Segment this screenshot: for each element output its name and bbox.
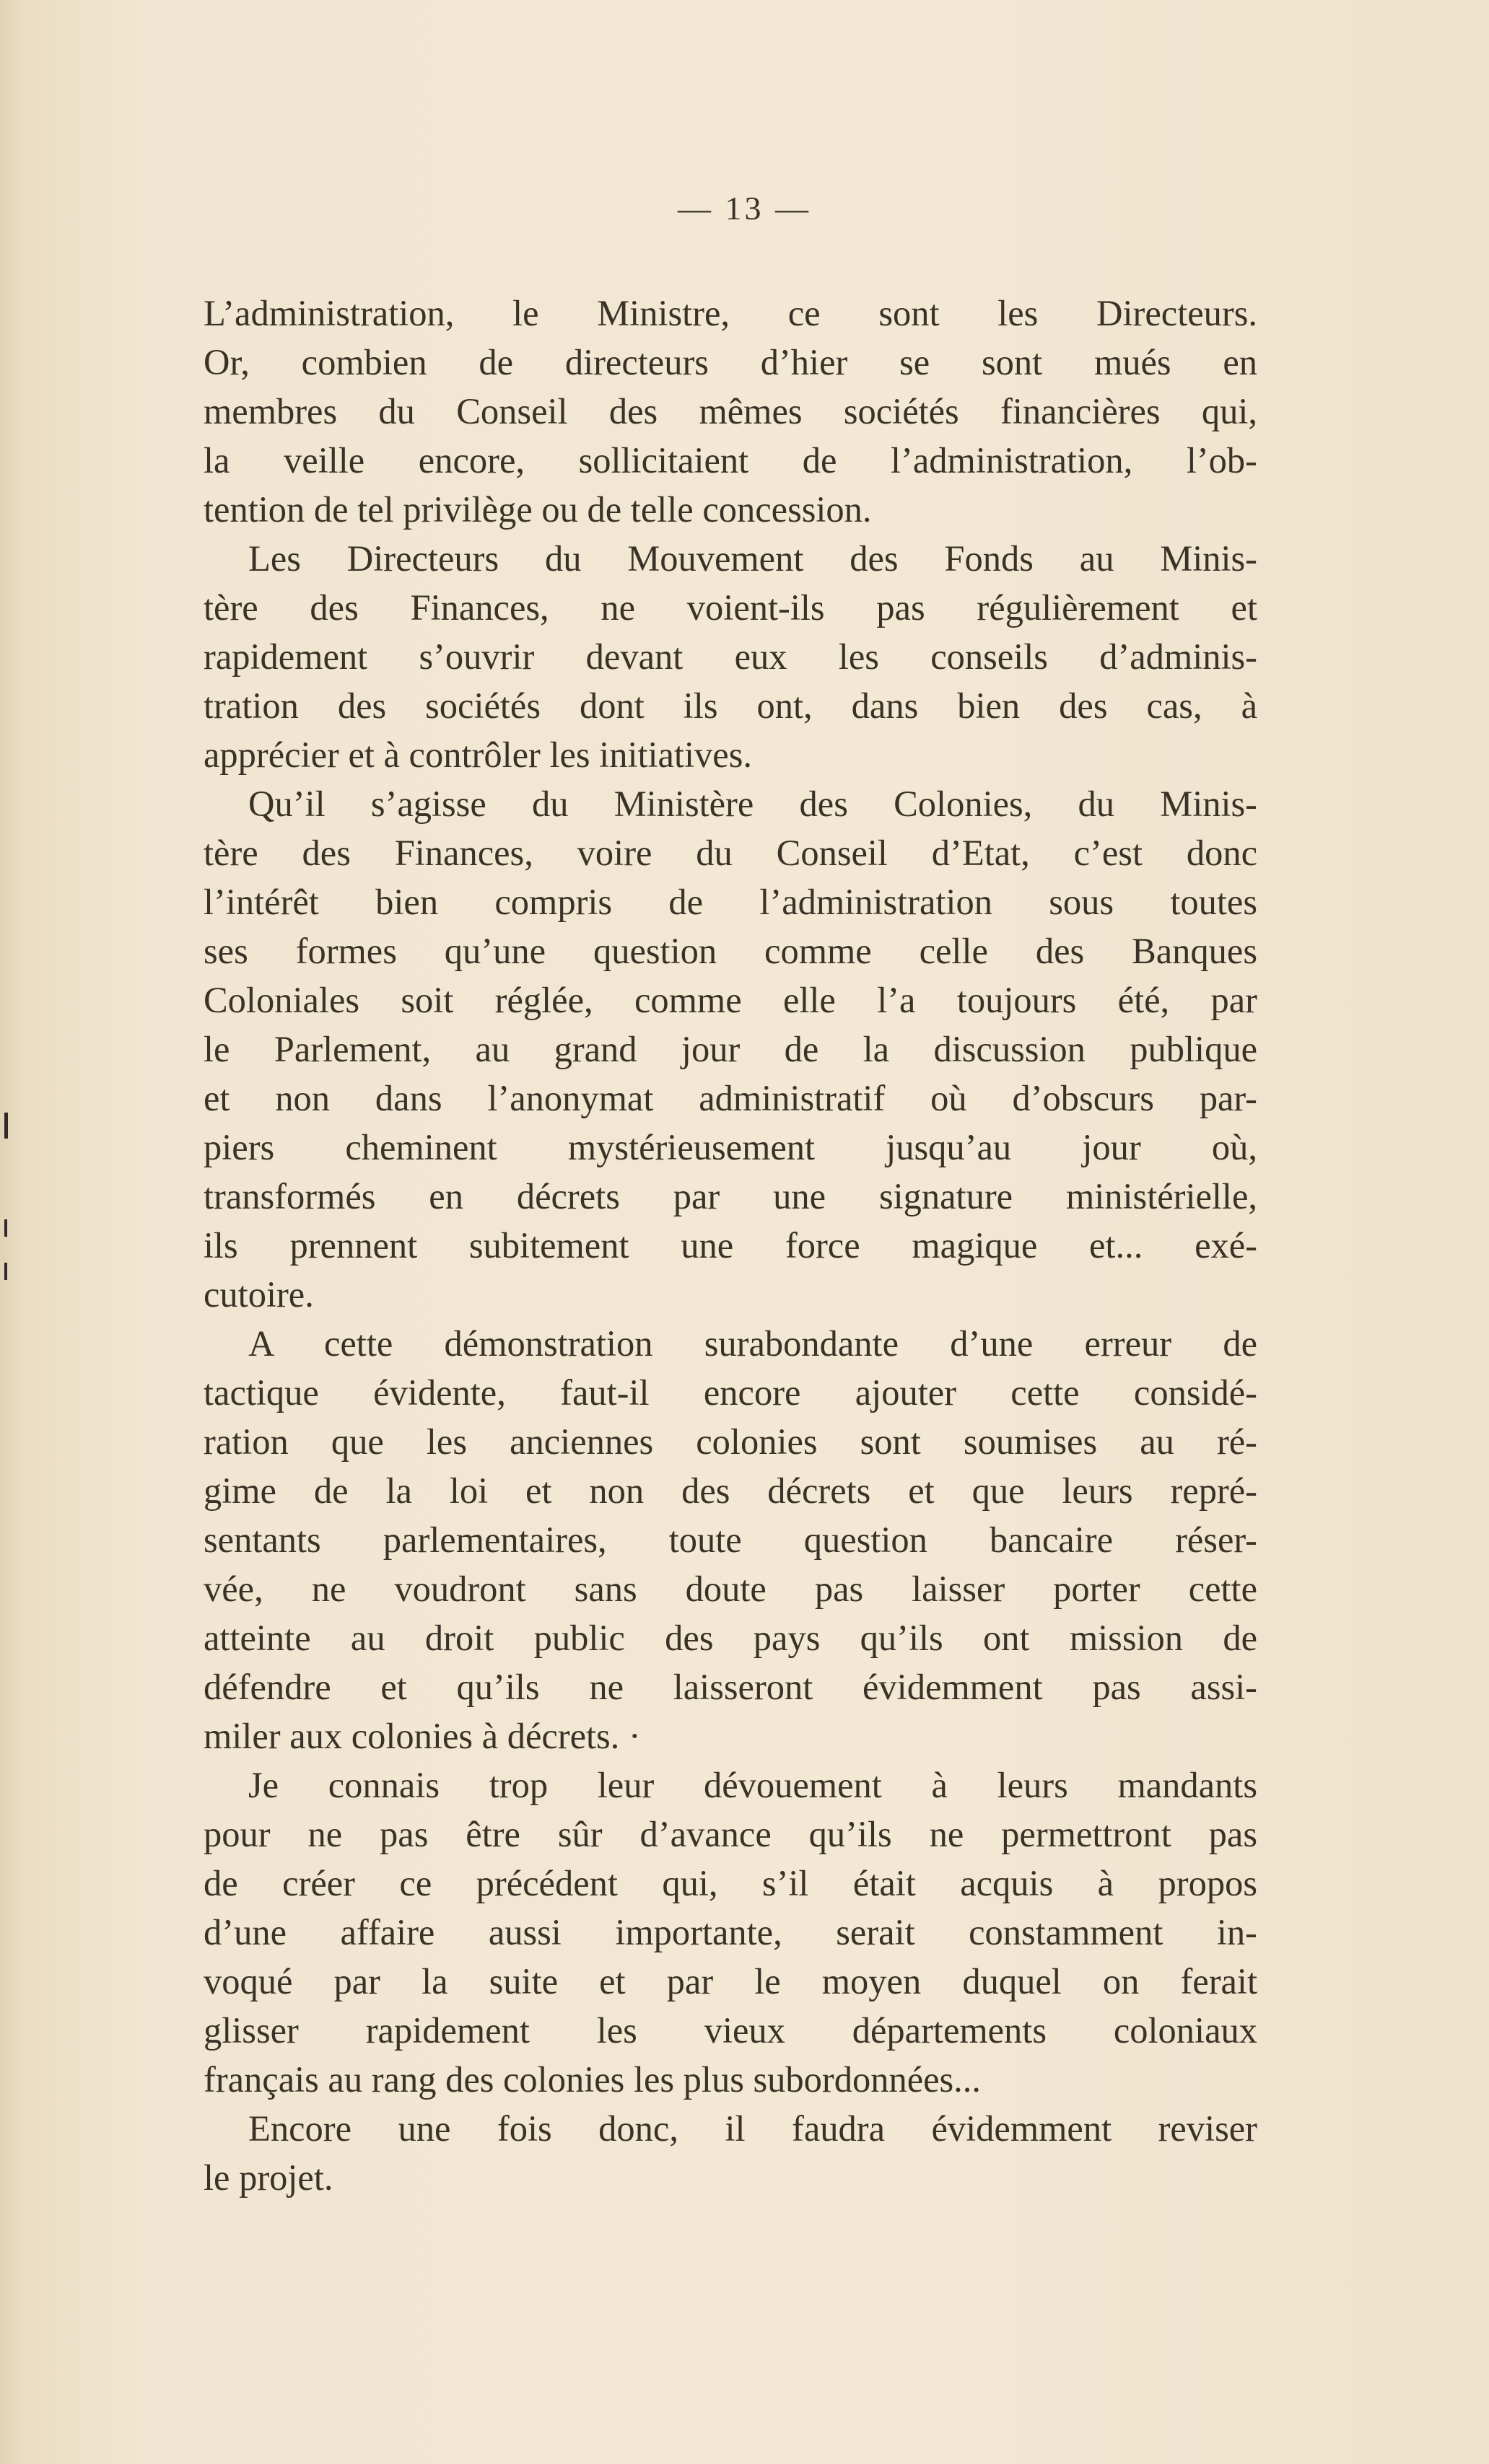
text-line: le Parlement, au grand jour de la discussion publique	[204, 1029, 1257, 1069]
text-line: et non dans l’anonymat administratif où d’obscurs par-	[204, 1078, 1257, 1118]
text-line: de créer ce précédent qui, s’il était acquis à propos	[204, 1863, 1257, 1903]
text-line: pour ne pas être sûr d’avance qu’ils ne permettront pas	[204, 1814, 1257, 1854]
text-line: français au rang des colonies les plus subordonnées...	[204, 2059, 982, 2100]
text-line: la veille encore, sollicitaient de l’administration, l’ob-	[204, 440, 1257, 481]
text-line: défendre et qu’ils ne laisseront évidemment pas assi-	[204, 1667, 1257, 1707]
paragraph	[204, 534, 1257, 779]
text-line: Les Directeurs du Mouvement des Fonds au Minis-	[248, 538, 1257, 579]
text-line: atteinte au droit public des pays qu’ils ont mission de	[204, 1618, 1257, 1658]
text-line: miler aux colonies à décrets. ·	[204, 1716, 641, 1756]
margin-mark	[4, 1113, 8, 1139]
text-line: d’une affaire aussi importante, serait constamment in-	[204, 1912, 1257, 1952]
text-line: Or, combien de directeurs d’hier se sont mués en	[204, 342, 1257, 382]
text-line: tration des sociétés dont ils ont, dans bien des cas, à	[204, 685, 1257, 726]
text-line: Encore une fois donc, il faudra évidemment reviser	[248, 2108, 1257, 2149]
text-line: Coloniales soit réglée, comme elle l’a toujours été, par	[204, 980, 1257, 1020]
text-line: membres du Conseil des mêmes sociétés financières qui,	[204, 391, 1257, 431]
text-line: l’intérêt bien compris de l’administration sous toutes	[204, 882, 1257, 922]
paragraph	[204, 779, 1257, 1319]
text-line: tère des Finances, ne voient-ils pas régulièrement et	[204, 587, 1257, 628]
text-line: ils prennent subitement une force magique et... exé-	[204, 1225, 1257, 1266]
text-line: apprécier et à contrôler les initiatives.	[204, 735, 752, 775]
body-text	[204, 289, 1257, 2202]
text-line: tention de tel privilège ou de telle concession.	[204, 489, 872, 530]
text-line: transformés en décrets par une signature ministérielle,	[204, 1176, 1257, 1216]
page-number: — 13 —	[678, 190, 811, 227]
paragraph	[204, 1761, 1257, 2104]
text-line: L’administration, le Ministre, ce sont les Directeurs.	[204, 293, 1257, 333]
text-line: tactique évidente, faut-il encore ajouter cette considé-	[204, 1372, 1257, 1413]
text-line: tère des Finances, voire du Conseil d’Etat, c’est donc	[204, 833, 1257, 873]
margin-mark	[4, 1219, 7, 1237]
text-line: cutoire.	[204, 1274, 314, 1315]
text-line: piers cheminent mystérieusement jusqu’au jour où,	[204, 1127, 1257, 1167]
text-line: Je connais trop leur dévouement à leurs mandants	[248, 1765, 1257, 1805]
text-line: sentants parlementaires, toute question bancaire réser-	[204, 1520, 1257, 1560]
paragraph	[204, 289, 1257, 534]
text-line: rapidement s’ouvrir devant eux les conseils d’adminis-	[204, 636, 1257, 677]
margin-mark	[4, 1263, 7, 1280]
text-line: A cette démonstration surabondante d’une erreur de	[248, 1323, 1257, 1364]
text-line: glisser rapidement les vieux départements coloniaux	[204, 2010, 1257, 2051]
text-line: voqué par la suite et par le moyen duquel on ferait	[204, 1961, 1257, 2002]
paragraph	[204, 2104, 1257, 2202]
paragraph	[204, 1319, 1257, 1761]
text-line: Qu’il s’agisse du Ministère des Colonies, du Minis-	[248, 784, 1257, 824]
text-line: vée, ne voudront sans doute pas laisser porter cette	[204, 1569, 1257, 1609]
text-line: le projet.	[204, 2157, 333, 2198]
text-line: ration que les anciennes colonies sont soumises au ré-	[204, 1421, 1257, 1462]
text-line: ses formes qu’une question comme celle des Banques	[204, 931, 1257, 971]
text-line: gime de la loi et non des décrets et que leurs repré-	[204, 1470, 1257, 1511]
